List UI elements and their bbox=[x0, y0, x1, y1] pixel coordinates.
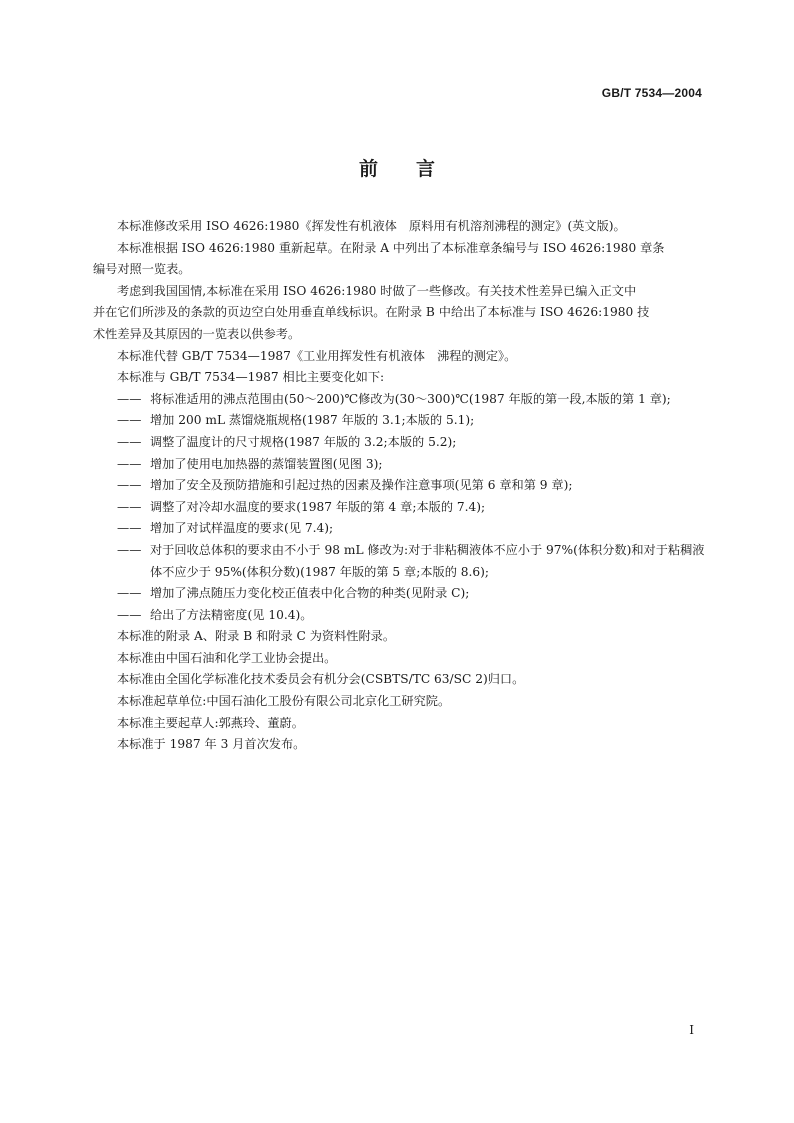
list-dash: —— bbox=[117, 607, 142, 622]
list-item bbox=[117, 475, 705, 497]
paragraph-first-issue: 本标准于 1987 年 3 月首次发布。 bbox=[117, 737, 306, 752]
page-title: 前言 bbox=[358, 158, 473, 180]
list-item bbox=[117, 540, 705, 583]
list-dash: —— bbox=[117, 456, 142, 471]
paragraph-annexes: 本标准的附录 A、附录 B 和附录 C 为资料性附录。 bbox=[117, 629, 396, 644]
paragraph-committee: 本标准由全国化学标准化技术委员会有机分会(CSBTS/TC 63/SC 2)归口。 bbox=[117, 672, 525, 687]
paragraph-replacement: 本标准代替 GB/T 7534—1987《工业用挥发性有机液体 沸程的测定》。 bbox=[117, 348, 517, 363]
list-dash: —— bbox=[117, 413, 142, 428]
list-dash: —— bbox=[117, 542, 142, 557]
list-item bbox=[117, 389, 705, 411]
list-item bbox=[117, 497, 705, 519]
list-item-text: 增加了安全及预防措施和引起过热的因素及操作注意事项(见第 6 章和第 9 章); bbox=[150, 478, 573, 493]
list-item bbox=[117, 410, 705, 432]
list-item-text: 调整了对冷却水温度的要求(1987 年版的第 4 章;本版的 7.4); bbox=[150, 499, 486, 514]
list-item-text: 增加了沸点随压力变化校正值表中化合物的种类(见附录 C); bbox=[150, 586, 470, 601]
list-item-text: 增加了对试样温度的要求(见 7.4); bbox=[150, 521, 334, 536]
paragraph-drafters: 本标准主要起草人:郭燕玲、董蔚。 bbox=[117, 715, 304, 730]
paragraph-drafting-unit: 本标准起草单位:中国石油化工股份有限公司北京化工研究院。 bbox=[117, 694, 451, 709]
list-item-text: 调整了温度计的尺寸规格(1987 年版的 3.2;本版的 5.2); bbox=[150, 434, 457, 449]
paragraph-proposer: 本标准由中国石油和化学工业协会提出。 bbox=[117, 650, 337, 665]
list-item-text: 对于回收总体积的要求由不小于 98 mL 修改为:对于非粘稠液体不应小于 97%(体积分数)和对于粘稠液体不应少于 95%(体积分数)(1987 年版的第 5 章;本版的 8.6); bbox=[150, 542, 705, 579]
changes-list bbox=[117, 389, 705, 627]
list-dash: —— bbox=[117, 391, 142, 406]
foreword-body bbox=[93, 216, 705, 756]
list-item bbox=[117, 605, 705, 627]
list-item bbox=[117, 518, 705, 540]
list-dash: —— bbox=[117, 478, 142, 493]
page-number: I bbox=[689, 1023, 694, 1037]
list-item bbox=[117, 432, 705, 454]
list-item-text: 增加了使用电加热器的蒸馏装置图(见图 3); bbox=[150, 456, 383, 471]
paragraph-adoption: 本标准修改采用 ISO 4626:1980《挥发性有机液体 原料用有机溶剂沸程的测定》(英文版)。 bbox=[117, 219, 626, 233]
paragraph-modification-line3: 术性差异及其原因的一览表以供参考。 bbox=[93, 326, 301, 341]
list-item-text: 将标准适用的沸点范围由(50～200)℃修改为(30～300)℃(1987 年版的第一段,本版的第 1 章); bbox=[150, 391, 671, 406]
paragraph-changes-intro: 本标准与 GB/T 7534—1987 相比主要变化如下: bbox=[117, 370, 385, 385]
list-item-text: 给出了方法精密度(见 10.4)。 bbox=[150, 607, 313, 622]
paragraph-modification-line2: 并在它们所涉及的条款的页边空白处用垂直单线标识。在附录 B 中给出了本标准与 ISO 4626:1980 技 bbox=[93, 305, 650, 320]
standard-code: GB/T 7534—2004 bbox=[601, 86, 702, 100]
list-dash: —— bbox=[117, 499, 142, 514]
list-item-text: 增加 200 mL 蒸馏烧瓶规格(1987 年版的 3.1;本版的 5.1); bbox=[150, 413, 475, 428]
paragraph-modification-line1: 考虑到我国国情,本标准在采用 ISO 4626:1980 时做了一些修改。有关技术性差异已编入正文中 bbox=[117, 283, 637, 298]
list-item bbox=[117, 454, 705, 476]
list-dash: —— bbox=[117, 434, 142, 449]
paragraph-redraft-line1: 本标准根据 ISO 4626:1980 重新起草。在附录 A 中列出了本标准章条编号与 ISO 4626:1980 章条 bbox=[117, 240, 665, 255]
list-dash: —— bbox=[117, 521, 142, 536]
list-item bbox=[117, 583, 705, 605]
list-dash: —— bbox=[117, 586, 142, 601]
paragraph-redraft-line2: 编号对照一览表。 bbox=[93, 262, 191, 277]
